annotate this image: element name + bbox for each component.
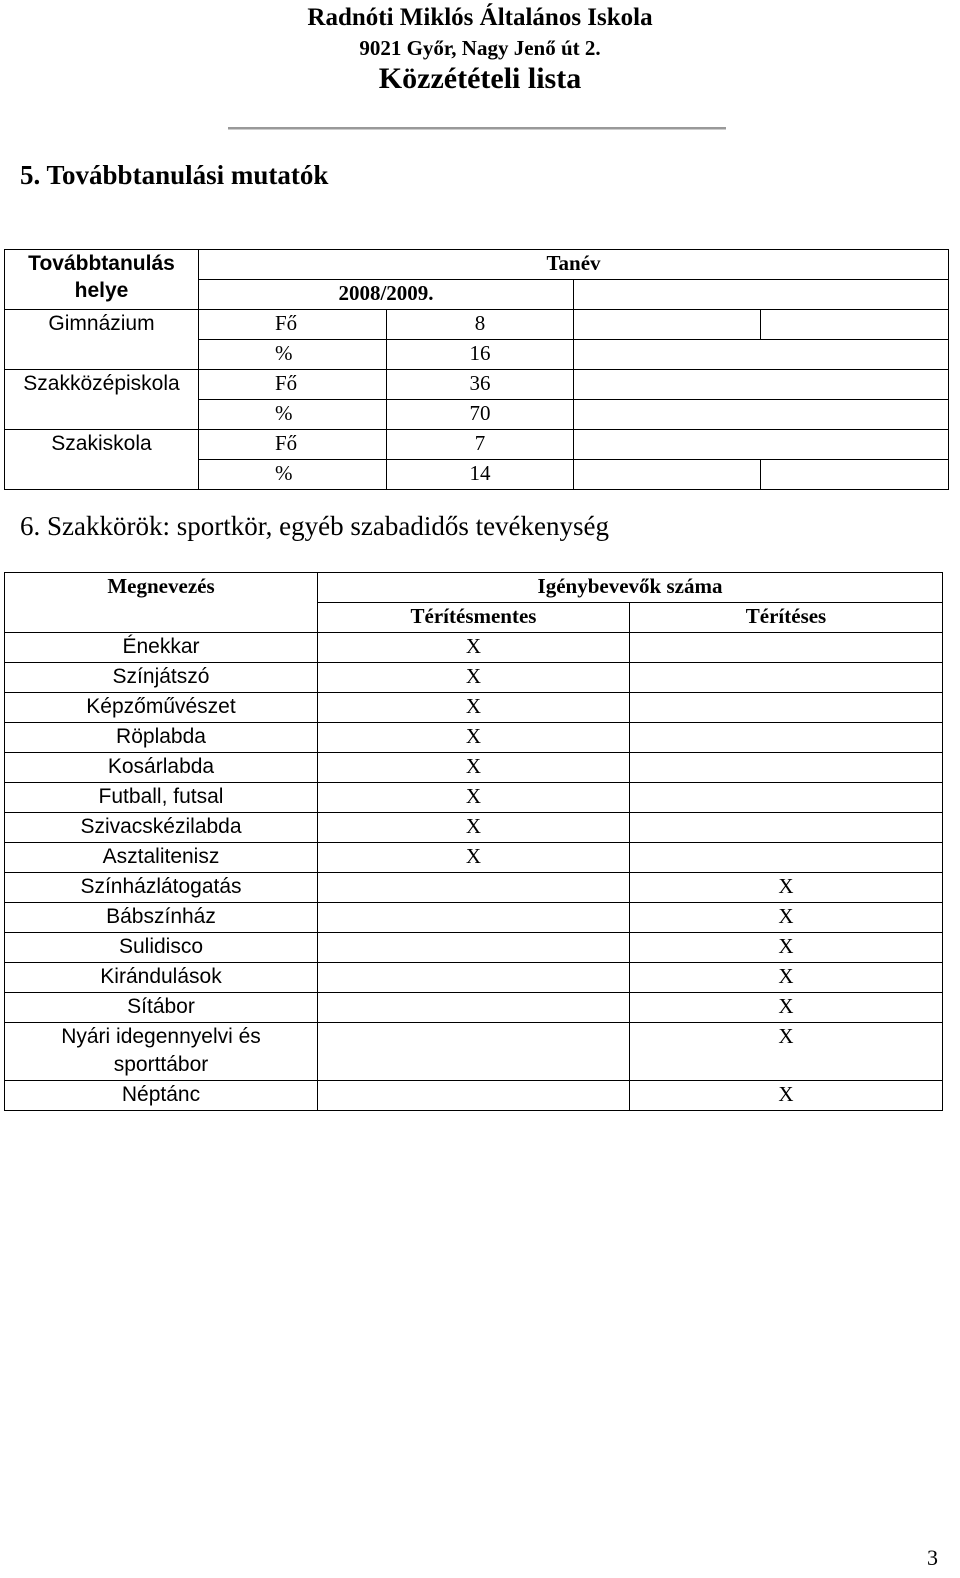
free-mark: X bbox=[318, 663, 630, 693]
paid-mark: X bbox=[630, 1023, 943, 1081]
value-cell: 8 bbox=[387, 310, 574, 340]
header-name: Megnevezés bbox=[5, 573, 318, 633]
table-row bbox=[5, 783, 943, 813]
table-row bbox=[5, 903, 943, 933]
table-row bbox=[5, 370, 949, 400]
free-mark: X bbox=[318, 783, 630, 813]
unit-cell: Fő bbox=[199, 310, 387, 340]
table-row bbox=[5, 310, 949, 340]
header-users: Igénybevevők száma bbox=[318, 573, 943, 603]
free-mark: X bbox=[318, 723, 630, 753]
activity-name: Szivacskézilabda bbox=[5, 813, 318, 843]
free-mark: X bbox=[318, 633, 630, 663]
header-paid: Térítéses bbox=[630, 603, 943, 633]
paid-mark: X bbox=[630, 1081, 943, 1111]
activity-name: Asztalitenisz bbox=[5, 843, 318, 873]
unit-cell: % bbox=[199, 460, 387, 490]
activity-name: Énekkar bbox=[5, 633, 318, 663]
activity-name: Sítábor bbox=[5, 993, 318, 1023]
section6-title: 6. Szakkörök: sportkör, egyéb szabadidős tevékenység bbox=[20, 511, 610, 541]
empty-cell bbox=[761, 310, 949, 340]
empty-cell bbox=[574, 370, 949, 400]
activity-name: Röplabda bbox=[5, 723, 318, 753]
activity-name: Néptánc bbox=[5, 1081, 318, 1111]
school-address: 9021 Győr, Nagy Jenő út 2. bbox=[359, 36, 601, 60]
table-row bbox=[5, 813, 943, 843]
clubs-table bbox=[4, 572, 943, 1111]
unit-cell: Fő bbox=[199, 430, 387, 460]
free-mark bbox=[318, 1023, 630, 1081]
empty-cell bbox=[574, 340, 949, 370]
table-row bbox=[5, 693, 943, 723]
table-row bbox=[5, 993, 943, 1023]
table-row bbox=[5, 430, 949, 460]
table-row bbox=[5, 1023, 943, 1081]
paid-mark bbox=[630, 633, 943, 663]
paid-mark bbox=[630, 723, 943, 753]
free-mark bbox=[318, 993, 630, 1023]
activity-name: Színjátszó bbox=[5, 663, 318, 693]
table-row bbox=[5, 843, 943, 873]
activity-name bbox=[5, 1023, 318, 1081]
activity-name: Színházlátogatás bbox=[5, 873, 318, 903]
free-mark bbox=[318, 873, 630, 903]
free-mark bbox=[318, 903, 630, 933]
free-mark bbox=[318, 963, 630, 993]
empty-cell bbox=[761, 460, 949, 490]
header-place-line2: helye bbox=[74, 279, 129, 302]
activity-name: Kosárlabda bbox=[5, 753, 318, 783]
page-number: 3 bbox=[927, 1545, 938, 1570]
free-mark: X bbox=[318, 753, 630, 783]
paid-mark bbox=[630, 813, 943, 843]
paid-mark bbox=[630, 753, 943, 783]
header-free: Térítésmentes bbox=[318, 603, 630, 633]
place-cell: Szakközépiskola bbox=[5, 370, 199, 430]
table-row bbox=[5, 933, 943, 963]
document-title: Közzétételi lista bbox=[378, 62, 582, 95]
section5-title: 5. Továbbtanulási mutatók bbox=[20, 160, 329, 190]
activity-name: Kirándulások bbox=[5, 963, 318, 993]
free-mark bbox=[318, 1081, 630, 1111]
empty-cell bbox=[574, 310, 761, 340]
free-mark: X bbox=[318, 693, 630, 723]
paid-mark: X bbox=[630, 903, 943, 933]
header-place-line1: Továbbtanulás bbox=[28, 252, 175, 275]
empty-cell bbox=[574, 430, 949, 460]
header-year: 2008/2009. bbox=[199, 280, 574, 310]
activity-name-line1: Nyári idegennyelvi és bbox=[61, 1025, 261, 1048]
further-education-table bbox=[4, 249, 949, 490]
unit-cell: Fő bbox=[199, 370, 387, 400]
school-name: Radnóti Miklós Általános Iskola bbox=[307, 4, 653, 31]
free-mark: X bbox=[318, 813, 630, 843]
header-tanev: Tanév bbox=[199, 250, 949, 280]
free-mark: X bbox=[318, 843, 630, 873]
value-cell: 70 bbox=[387, 400, 574, 430]
header-divider bbox=[228, 127, 726, 130]
activity-name-line2: sporttábor bbox=[113, 1053, 209, 1076]
paid-mark: X bbox=[630, 933, 943, 963]
paid-mark: X bbox=[630, 993, 943, 1023]
paid-mark: X bbox=[630, 963, 943, 993]
table-row bbox=[5, 633, 943, 663]
activity-name: Sulidisco bbox=[5, 933, 318, 963]
paid-mark bbox=[630, 663, 943, 693]
activity-name: Futball, futsal bbox=[5, 783, 318, 813]
empty-cell bbox=[574, 460, 761, 490]
table-row bbox=[5, 663, 943, 693]
value-cell: 14 bbox=[387, 460, 574, 490]
table-row bbox=[5, 753, 943, 783]
value-cell: 16 bbox=[387, 340, 574, 370]
activity-name: Képzőművészet bbox=[5, 693, 318, 723]
value-cell: 7 bbox=[387, 430, 574, 460]
empty-cell bbox=[574, 400, 949, 430]
table-row bbox=[5, 1081, 943, 1111]
unit-cell: % bbox=[199, 340, 387, 370]
table-row bbox=[5, 963, 943, 993]
header-year-empty bbox=[574, 280, 949, 310]
place-cell: Szakiskola bbox=[5, 430, 199, 490]
paid-mark bbox=[630, 693, 943, 723]
activity-name: Bábszínház bbox=[5, 903, 318, 933]
free-mark bbox=[318, 933, 630, 963]
paid-mark bbox=[630, 783, 943, 813]
header-place-cell bbox=[5, 250, 199, 310]
table-row bbox=[5, 723, 943, 753]
paid-mark bbox=[630, 843, 943, 873]
value-cell: 36 bbox=[387, 370, 574, 400]
table-row bbox=[5, 873, 943, 903]
place-cell: Gimnázium bbox=[5, 310, 199, 370]
paid-mark: X bbox=[630, 873, 943, 903]
unit-cell: % bbox=[199, 400, 387, 430]
